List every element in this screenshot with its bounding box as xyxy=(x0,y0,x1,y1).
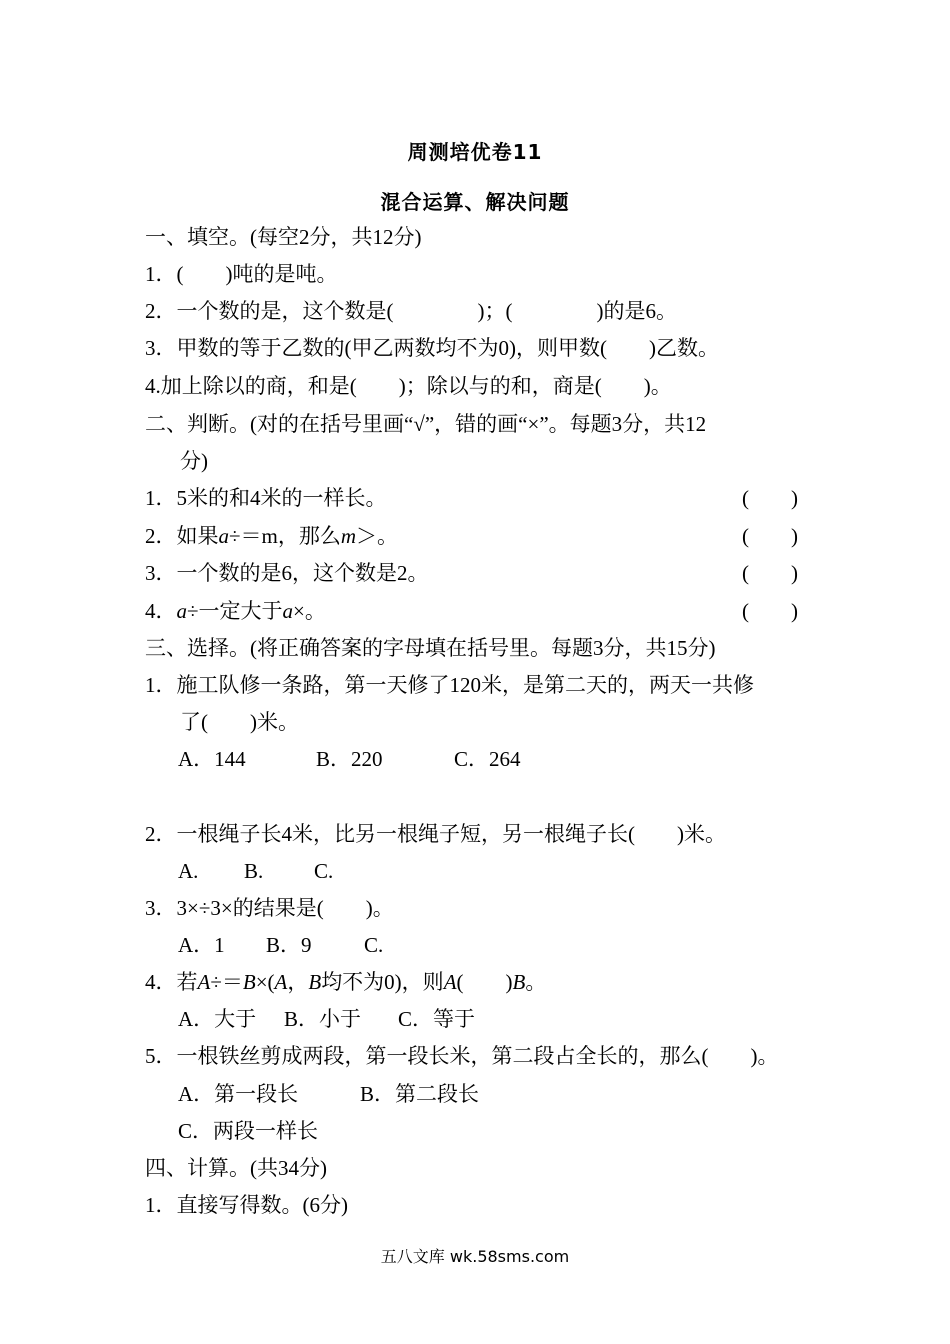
section3-heading: 三、选择。(将正确答案的字母填在括号里。每题3分，共15分) xyxy=(145,636,716,660)
section1-question-3: 3．甲数的等于乙数的(甲乙两数均不为0)，则甲数( )乙数。 xyxy=(145,336,719,360)
option-a: A．大于 xyxy=(178,1007,257,1031)
option-c: C．两段一样长 xyxy=(178,1119,319,1143)
section1-question-2: 2．一个数的是，这个数是( )；( )的是6。 xyxy=(145,299,677,323)
answer-parentheses: ( ) xyxy=(742,561,798,585)
option-b: B. xyxy=(244,859,264,883)
section4-question-1: 1．直接写得数。(6分) xyxy=(145,1193,348,1217)
option-c: C．264 xyxy=(454,747,521,771)
section2-heading-continued: 分) xyxy=(180,449,208,473)
option-b: B．小于 xyxy=(284,1007,362,1031)
section2-heading: 二、判断。(对的在括号里画“√”，错的画“×”。每题3分，共12 xyxy=(145,412,707,436)
section4-heading: 四、计算。(共34分) xyxy=(145,1156,327,1180)
section2-question-2: 2．如果a÷＝m，那么m＞。 xyxy=(145,524,399,548)
page-footer: 五八文库 wk.58sms.com xyxy=(380,1247,570,1266)
section1-question-4: 4.加上除以的商，和是( )；除以与的和，商是( )。 xyxy=(145,374,672,398)
section3-question-3: 3．3×÷3×的结果是( )。 xyxy=(145,896,394,920)
section2-question-4: 4．a÷一定大于a×。 xyxy=(145,599,326,623)
option-a: A．1 xyxy=(178,933,225,957)
answer-parentheses: ( ) xyxy=(742,524,798,548)
answer-parentheses: ( ) xyxy=(742,486,798,510)
option-b: B．9 xyxy=(266,933,312,957)
section2-question-3: 3．一个数的是6，这个数是2。 xyxy=(145,561,429,585)
page-title: 周测培优卷11 xyxy=(407,140,543,164)
page-subtitle: 混合运算、解决问题 xyxy=(380,190,570,214)
option-c: C. xyxy=(364,933,384,957)
section3-question-4: 4．若A÷＝B×(A，B均不为0)，则A( )B。 xyxy=(145,970,547,994)
option-a: A. xyxy=(178,859,199,883)
section1-heading: 一、填空。(每空2分，共12分) xyxy=(145,225,422,249)
section3-question-1-continued: 了( )米。 xyxy=(180,710,299,734)
answer-parentheses: ( ) xyxy=(742,599,798,623)
section3-question-1: 1．施工队修一条路，第一天修了120米，是第二天的，两天一共修 xyxy=(145,673,754,697)
option-a: A．第一段长 xyxy=(178,1082,299,1106)
option-b: B．220 xyxy=(316,747,383,771)
option-c: C. xyxy=(314,859,334,883)
section3-question-2: 2．一根绳子长4米，比另一根绳子短，另一根绳子长( )米。 xyxy=(145,822,726,846)
section1-question-1: 1．( )吨的是吨。 xyxy=(145,262,338,286)
section2-question-1: 1．5米的和4米的一样长。 xyxy=(145,486,387,510)
option-a: A．144 xyxy=(178,747,246,771)
section3-question-5: 5．一根铁丝剪成两段，第一段长米，第二段占全长的，那么( )。 xyxy=(145,1044,779,1068)
option-b: B．第二段长 xyxy=(360,1082,480,1106)
option-c: C．等于 xyxy=(398,1007,476,1031)
